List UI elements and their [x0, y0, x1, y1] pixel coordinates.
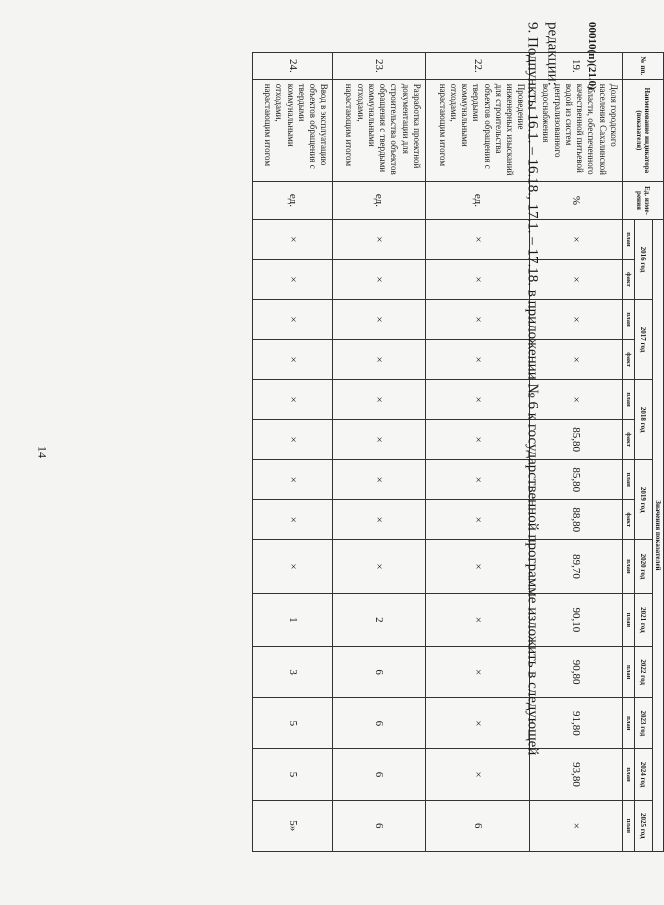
value-cell: 93,80: [530, 749, 622, 800]
value-cell: ×: [425, 420, 530, 460]
header-fact: факт: [622, 259, 634, 299]
table-row: [425, 53, 530, 852]
header-plan: план: [622, 219, 634, 259]
amendment-paragraph-continuation: редакции:: [544, 22, 561, 86]
value-cell: 6: [333, 800, 425, 851]
indicators-table-container: [252, 52, 664, 852]
value-cell: ×: [333, 420, 425, 460]
header-plan: план: [622, 800, 634, 851]
value-cell: ×: [425, 647, 530, 698]
value-cell: 90,80: [530, 647, 622, 698]
header-plan: план: [622, 593, 634, 646]
indicator-unit: ед.: [425, 182, 530, 220]
value-cell: ×: [253, 420, 333, 460]
header-indicator-name: Наименование индикатора (показателя): [622, 79, 663, 181]
header-plan: план: [622, 299, 634, 339]
value-cell: ×: [333, 340, 425, 380]
indicator-name: Доля городского населения Сахалинской области, обеспеченного качественной питьевой водой из систем централизованного водоснабжения: [530, 79, 622, 181]
value-cell: ×: [333, 500, 425, 540]
value-cell: 6: [333, 647, 425, 698]
header-fact: факт: [622, 420, 634, 460]
value-cell: ×: [425, 219, 530, 259]
value-cell: ×: [425, 698, 530, 749]
header-year-2016: 2016 год: [634, 219, 652, 299]
value-cell: 6: [333, 749, 425, 800]
value-cell: 90,10: [530, 593, 622, 646]
header-year-2024: 2024 год: [634, 749, 652, 800]
value-cell: 5»: [253, 800, 333, 851]
value-cell: ×: [425, 500, 530, 540]
value-cell: 88,80: [530, 500, 622, 540]
value-cell: 5: [253, 749, 333, 800]
value-cell: ×: [530, 340, 622, 380]
indicator-name: Проведение инженерных изысканий для строительства объектов обращения с твердыми коммунальными отходами, нарастающим итогом: [425, 79, 530, 181]
row-number: 24.: [253, 53, 333, 80]
indicator-name: Разработка проектной документации для строительства объектов обращения с твердыми коммунальными отходами, нарастающим итогом: [333, 79, 425, 181]
value-cell: ×: [530, 259, 622, 299]
indicators-table: [252, 52, 664, 852]
header-year-2018: 2018 год: [634, 380, 652, 460]
value-cell: ×: [425, 460, 530, 500]
header-plan: план: [622, 380, 634, 420]
header-year-2025: 2025 год: [634, 800, 652, 851]
value-cell: ×: [253, 219, 333, 259]
table-row: [253, 53, 333, 852]
value-cell: ×: [425, 259, 530, 299]
value-cell: ×: [333, 299, 425, 339]
value-cell: 6: [333, 698, 425, 749]
indicator-unit: ед.: [333, 182, 425, 220]
value-cell: ×: [425, 593, 530, 646]
value-cell: 2: [333, 593, 425, 646]
indicator-name: Ввод в эксплуатацию объектов обращения с твердыми коммунальными отходами, нарастающим итогом: [253, 79, 333, 181]
value-cell: 3: [253, 647, 333, 698]
header-fact: факт: [622, 500, 634, 540]
value-cell: 6: [425, 800, 530, 851]
header-fact: факт: [622, 340, 634, 380]
indicator-unit: %: [530, 182, 622, 220]
header-unit: Ед. изме-рения: [622, 182, 663, 220]
header-plan: план: [622, 460, 634, 500]
indicator-unit: ед.: [253, 182, 333, 220]
value-cell: ×: [333, 460, 425, 500]
value-cell: 91,80: [530, 698, 622, 749]
value-cell: ×: [425, 340, 530, 380]
header-year-2017: 2017 год: [634, 299, 652, 379]
header-year-2019: 2019 год: [634, 460, 652, 540]
value-cell: ×: [253, 299, 333, 339]
header-plan: план: [622, 698, 634, 749]
table-row: [333, 53, 425, 852]
value-cell: ×: [530, 219, 622, 259]
header-plan: план: [622, 647, 634, 698]
row-number: 19.: [530, 53, 622, 80]
amendment-paragraph: 9. Подпункты 16.1. – 16.18., 17.1. – 17.18. в приложении № 6 к государственной программе изложить в следующей: [524, 22, 541, 756]
value-cell: 85,80: [530, 420, 622, 460]
value-cell: ×: [425, 540, 530, 593]
header-values: Значения показателей: [652, 219, 663, 851]
value-cell: 89,70: [530, 540, 622, 593]
value-cell: ×: [253, 460, 333, 500]
row-number: 23.: [333, 53, 425, 80]
value-cell: ×: [253, 380, 333, 420]
header-year-2020: 2020 год: [634, 540, 652, 593]
value-cell: ×: [530, 380, 622, 420]
document-code: 00010(п)(21.0): [586, 22, 598, 90]
value-cell: ×: [530, 800, 622, 851]
row-number: 22.: [425, 53, 530, 80]
header-year-2022: 2022 год: [634, 647, 652, 698]
header-year-2021: 2021 год: [634, 593, 652, 646]
header-plan: план: [622, 540, 634, 593]
header-year-2023: 2023 год: [634, 698, 652, 749]
header-number: № пп.: [622, 53, 663, 80]
page-number: 14: [35, 446, 50, 458]
value-cell: ×: [425, 749, 530, 800]
header-plan: план: [622, 749, 634, 800]
value-cell: 85,80: [530, 460, 622, 500]
value-cell: ×: [253, 259, 333, 299]
value-cell: ×: [333, 380, 425, 420]
value-cell: ×: [530, 299, 622, 339]
value-cell: ×: [425, 299, 530, 339]
value-cell: ×: [333, 540, 425, 593]
value-cell: ×: [253, 340, 333, 380]
value-cell: 5: [253, 698, 333, 749]
value-cell: ×: [333, 219, 425, 259]
value-cell: ×: [425, 380, 530, 420]
value-cell: 1: [253, 593, 333, 646]
value-cell: ×: [253, 540, 333, 593]
value-cell: ×: [253, 500, 333, 540]
value-cell: ×: [333, 259, 425, 299]
